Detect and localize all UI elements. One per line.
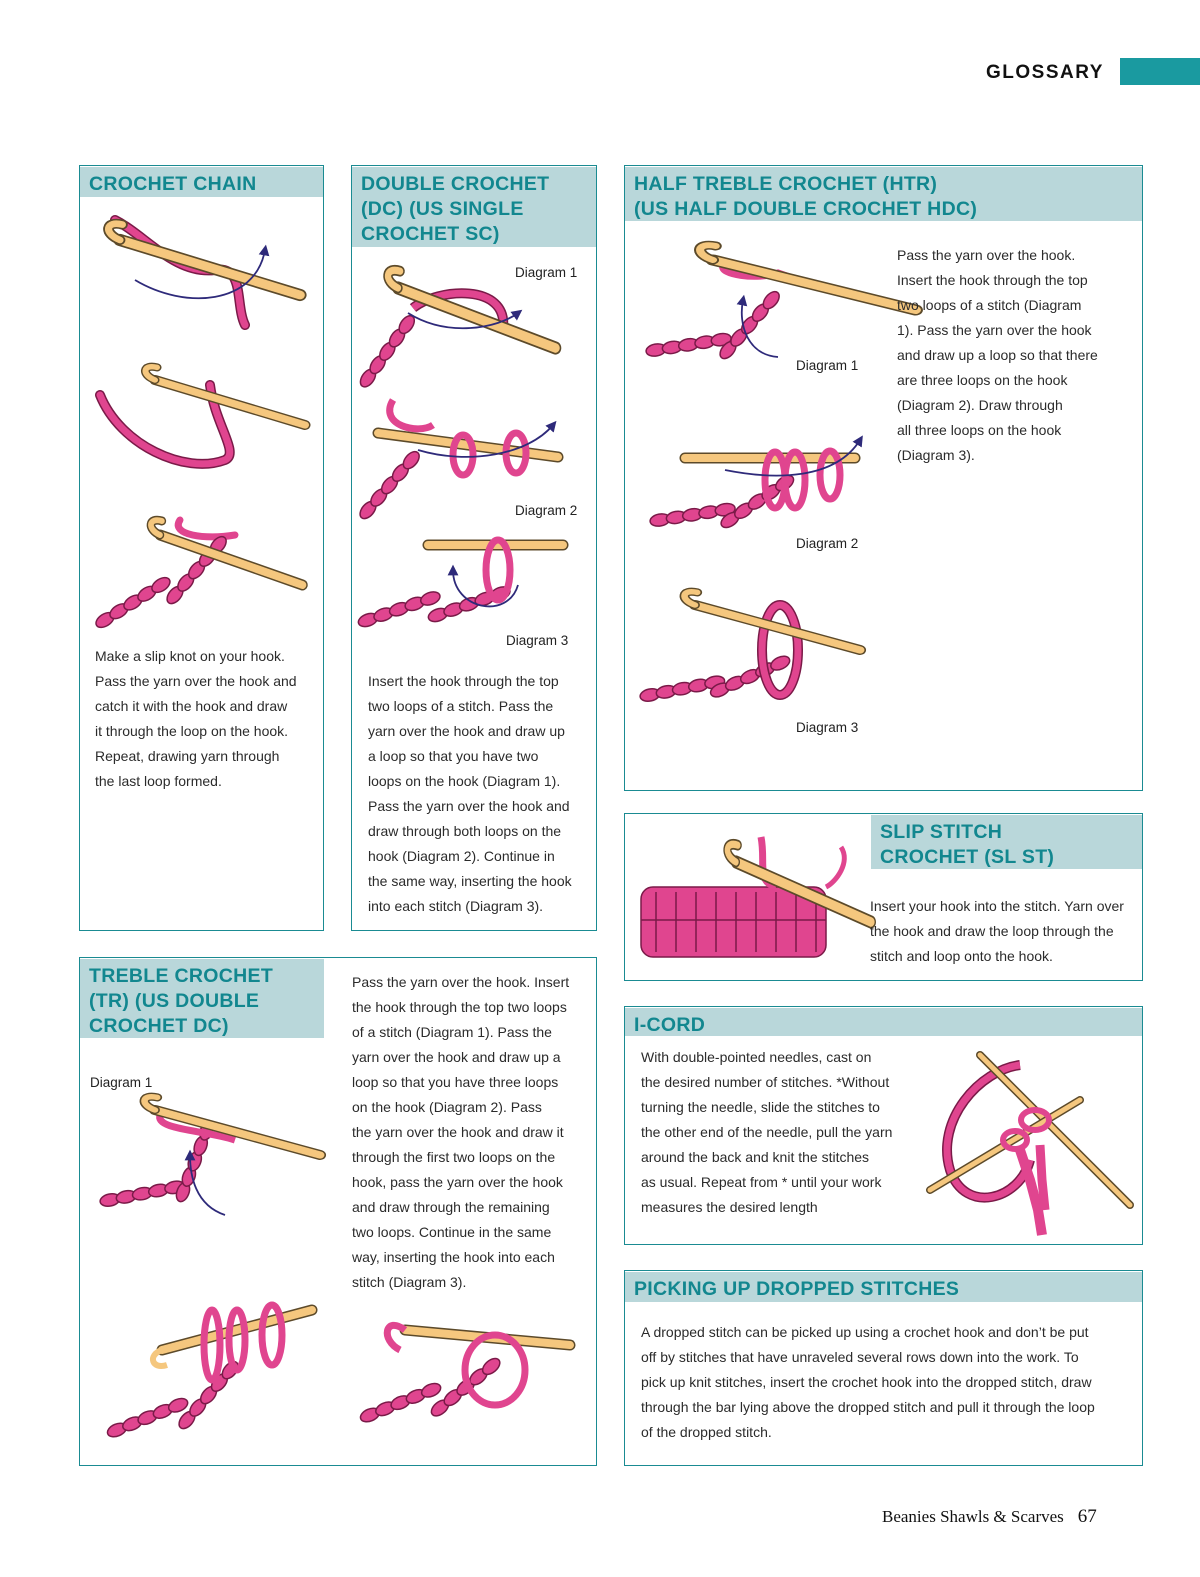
dropped-stitches-text bbox=[641, 1320, 1136, 1445]
dc-diagram-2 bbox=[358, 395, 563, 520]
text-line: Insert your hook into the stitch. Yarn over bbox=[870, 898, 1124, 914]
text-line: Make a slip knot on your hook. bbox=[95, 648, 285, 664]
tr-diagram-3 bbox=[365, 1310, 570, 1425]
tr-diagram-2 bbox=[112, 1300, 317, 1440]
slip-stitch-illustration bbox=[636, 832, 861, 962]
glossary-label: GLOSSARY bbox=[986, 62, 1104, 83]
tr-diagram-1-label: Diagram 1 bbox=[90, 1075, 153, 1090]
chain-illustration-2 bbox=[95, 365, 305, 475]
double-crochet-text bbox=[368, 669, 593, 919]
htr-diagram-3 bbox=[645, 590, 865, 715]
slip-stitch-text bbox=[870, 894, 1142, 969]
treble-crochet-text bbox=[352, 970, 592, 1295]
text-line: as usual. Repeat from * until your work bbox=[641, 1174, 882, 1190]
i-cord-text bbox=[641, 1045, 921, 1220]
text-line: hook (Diagram 2). Continue in bbox=[368, 848, 555, 864]
text-line: turning the needle, slide the stitches to bbox=[641, 1099, 880, 1115]
text-line: into each stitch (Diagram 3). bbox=[368, 898, 544, 914]
text-line: the other end of the needle, pull the yarn bbox=[641, 1124, 893, 1140]
crochet-chain-text bbox=[95, 644, 320, 794]
text-line: Pass the yarn over the hook and bbox=[95, 673, 297, 689]
htr-diagram-1-label: Diagram 1 bbox=[796, 358, 859, 373]
text-line: way, inserting the hook into each bbox=[352, 1249, 555, 1265]
text-line: yarn over the hook and draw up bbox=[368, 723, 565, 739]
text-line: yarn over the hook and draw up a bbox=[352, 1049, 561, 1065]
htr-diagram-1 bbox=[648, 245, 868, 370]
text-line: stitch (Diagram 3). bbox=[352, 1274, 467, 1290]
heading-line: CROCHET (SL ST) bbox=[880, 846, 1055, 868]
text-line: the same way, inserting the hook bbox=[368, 873, 572, 889]
text-line: a loop so that you have two bbox=[368, 748, 539, 764]
text-line: of a stitch (Diagram 1). Pass the bbox=[352, 1024, 552, 1040]
text-line: all three loops on the hook bbox=[897, 422, 1062, 438]
text-line: and draw through the remaining bbox=[352, 1199, 550, 1215]
heading-line: SLIP STITCH bbox=[880, 821, 1003, 843]
text-line: of the dropped stitch. bbox=[641, 1424, 772, 1440]
slip-stitch-heading bbox=[871, 815, 1142, 869]
text-line: Insert the hook through the top bbox=[897, 272, 1088, 288]
text-line: Pass the yarn over the hook. Insert bbox=[352, 974, 570, 990]
text-line: around the back and knit the stitches bbox=[641, 1149, 870, 1165]
footer-title: Beanies Shawls & Scarves bbox=[882, 1507, 1064, 1526]
page-number: 67 bbox=[1077, 1506, 1097, 1527]
page-footer bbox=[882, 1506, 1097, 1528]
text-line: 1). Pass the yarn over the hook bbox=[897, 322, 1092, 338]
text-line: Insert the hook through the top bbox=[368, 673, 559, 689]
treble-crochet-heading bbox=[80, 959, 324, 1038]
dc-diagram-1-label: Diagram 1 bbox=[515, 265, 578, 280]
text-line: loops on the hook (Diagram 1). bbox=[368, 773, 561, 789]
dc-diagram-2-label: Diagram 2 bbox=[515, 503, 578, 518]
text-line: catch it with the hook and draw bbox=[95, 698, 288, 714]
text-line: pick up knit stitches, insert the crochet hook into the dropped stitch, draw bbox=[641, 1374, 1092, 1390]
text-line: Repeat, drawing yarn through bbox=[95, 748, 280, 764]
tr-diagram-1 bbox=[105, 1100, 320, 1220]
text-line: the hook through the top two loops bbox=[352, 999, 567, 1015]
text-line: (Diagram 3). bbox=[897, 447, 975, 463]
text-line: the yarn over the hook and draw it bbox=[352, 1124, 564, 1140]
text-line: through the bar lying above the dropped stitch and pull it through the loop bbox=[641, 1399, 1095, 1415]
text-line: and draw up a loop so that there bbox=[897, 347, 1098, 363]
chain-illustration-3 bbox=[95, 510, 305, 635]
text-line: through the first two loops on the bbox=[352, 1149, 556, 1165]
heading-line: DOUBLE CROCHET bbox=[361, 173, 550, 195]
htr-diagram-2-label: Diagram 2 bbox=[796, 536, 859, 551]
text-line: the hook and draw the loop through the bbox=[870, 923, 1114, 939]
text-line: stitch and loop onto the hook. bbox=[870, 948, 1053, 964]
dc-diagram-3 bbox=[358, 525, 563, 635]
heading-line: HALF TREBLE CROCHET (HTR) bbox=[634, 173, 938, 195]
text-line: are three loops on the hook bbox=[897, 372, 1068, 388]
text-line: the desired number of stitches. *Without bbox=[641, 1074, 890, 1090]
heading-line: TREBLE CROCHET bbox=[89, 965, 274, 987]
i-cord-illustration bbox=[930, 1050, 1135, 1240]
half-treble-text bbox=[897, 243, 1137, 468]
heading-line: (TR) (US DOUBLE bbox=[89, 990, 260, 1012]
htr-diagram-2 bbox=[655, 425, 870, 540]
dc-diagram-3-label: Diagram 3 bbox=[506, 633, 569, 648]
dc-diagram-1 bbox=[358, 268, 563, 388]
text-line: A dropped stitch can be picked up using a crochet hook and don’t be put bbox=[641, 1324, 1089, 1340]
htr-diagram-3-label: Diagram 3 bbox=[796, 720, 859, 735]
half-treble-heading bbox=[625, 167, 1142, 221]
text-line: With double-pointed needles, cast on bbox=[641, 1049, 872, 1065]
dropped-stitches-heading: PICKING UP DROPPED STITCHES bbox=[625, 1272, 1142, 1302]
text-line: Pass the yarn over the hook and bbox=[368, 798, 570, 814]
text-line: it through the loop on the hook. bbox=[95, 723, 289, 739]
chain-illustration-1 bbox=[95, 215, 305, 325]
heading-line: (DC) (US SINGLE bbox=[361, 198, 524, 220]
text-line: draw through both loops on the bbox=[368, 823, 562, 839]
double-crochet-heading bbox=[352, 167, 596, 247]
text-line: two loops of a stitch (Diagram bbox=[897, 297, 1082, 313]
heading-line: CROCHET DC) bbox=[89, 1015, 229, 1037]
i-cord-heading: I-CORD bbox=[625, 1008, 1142, 1036]
text-line: loop so that you have three loops bbox=[352, 1074, 559, 1090]
text-line: hook, pass the yarn over the hook bbox=[352, 1174, 563, 1190]
text-line: two loops. Continue in the same bbox=[352, 1224, 552, 1240]
crochet-chain-heading: CROCHET CHAIN bbox=[80, 167, 323, 197]
text-line: two loops of a stitch. Pass the bbox=[368, 698, 554, 714]
text-line: the last loop formed. bbox=[95, 773, 222, 789]
heading-line: (US HALF DOUBLE CROCHET HDC) bbox=[634, 198, 978, 220]
text-line: (Diagram 2). Draw through bbox=[897, 397, 1063, 413]
glossary-accent-bar bbox=[1120, 58, 1200, 85]
text-line: measures the desired length bbox=[641, 1199, 818, 1215]
text-line: off by stitches that have unraveled several rows down into the work. To bbox=[641, 1349, 1079, 1365]
heading-line: CROCHET SC) bbox=[361, 223, 500, 245]
text-line: on the hook (Diagram 2). Pass bbox=[352, 1099, 542, 1115]
text-line: Pass the yarn over the hook. bbox=[897, 247, 1076, 263]
